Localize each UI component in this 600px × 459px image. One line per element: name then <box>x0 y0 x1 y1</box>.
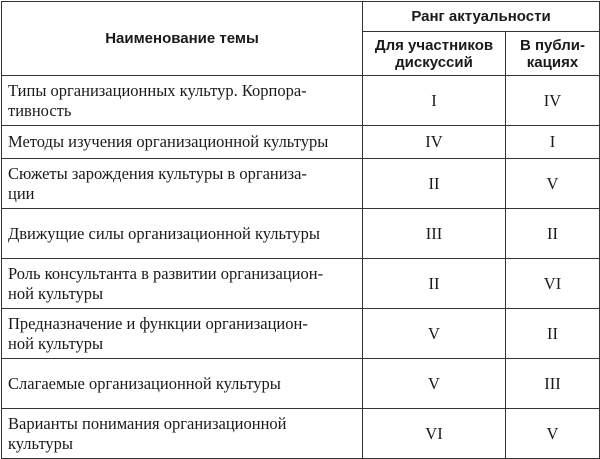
topic-column-header <box>2 2 363 76</box>
rank-table <box>1 1 600 459</box>
participants-column-header <box>363 32 506 76</box>
topic-column-header-text: Наименование темы <box>105 30 259 47</box>
participants-rank-cell: III <box>363 209 506 259</box>
table-row <box>2 359 600 409</box>
table-row <box>2 159 600 209</box>
participants-rank-cell: I <box>363 76 506 126</box>
publications-rank-cell: III <box>506 359 600 409</box>
participants-header-line2: дискуссий <box>395 53 473 71</box>
topic-line: Варианты понимания организационной <box>8 413 287 433</box>
participants-rank-cell: IV <box>363 126 506 159</box>
table-row <box>2 76 600 126</box>
participants-rank-cell: II <box>363 259 506 309</box>
table-row <box>2 209 600 259</box>
participants-rank-cell: V <box>363 359 506 409</box>
topic-line: Предназначение и функции организацион- <box>8 313 308 333</box>
topic-line: Методы изучения организационной культуры <box>8 132 329 151</box>
publications-rank-cell: II <box>506 209 600 259</box>
participants-header-line1: Для участников <box>374 36 494 54</box>
topic-line: ной культуры <box>8 283 104 303</box>
publications-header-line1: В публи- <box>519 36 586 54</box>
publications-rank-cell: II <box>506 309 600 359</box>
topic-cell <box>2 259 363 309</box>
rank-group-header-text: Ранг актуальности <box>411 8 551 25</box>
topic-cell <box>2 76 363 126</box>
table-row <box>2 309 600 359</box>
topic-line: Роль консультанта в развитии организацион- <box>8 263 324 283</box>
topic-cell <box>2 209 363 259</box>
topic-line: ной культуры <box>8 333 104 353</box>
publications-rank-cell: I <box>506 126 600 159</box>
rank-group-header <box>363 2 600 32</box>
table-row <box>2 259 600 309</box>
publications-column-header <box>506 32 600 76</box>
topic-line: ции <box>8 183 35 203</box>
topic-line: Слагаемые организационной культуры <box>8 373 281 393</box>
publications-rank-cell: IV <box>506 76 600 126</box>
topic-line: тивность <box>8 100 72 120</box>
publications-rank-cell: V <box>506 409 600 459</box>
participants-rank-cell: V <box>363 309 506 359</box>
publications-rank-cell: V <box>506 159 600 209</box>
topic-cell <box>2 159 363 209</box>
participants-rank-cell: II <box>363 159 506 209</box>
topic-line: Сюжеты зарождения культуры в организа- <box>8 163 307 183</box>
table-row <box>2 126 600 159</box>
topic-line: Движущие силы организационной культуры <box>8 223 320 243</box>
header-row-1 <box>2 2 600 32</box>
topic-line: культуры <box>8 433 74 453</box>
table-row <box>2 409 600 459</box>
topic-cell <box>2 409 363 459</box>
topic-cell <box>2 126 363 159</box>
topic-cell <box>2 309 363 359</box>
topic-line: Типы организационных культур. Корпора- <box>8 80 307 100</box>
publications-rank-cell: VI <box>506 259 600 309</box>
publications-header-line2: кациях <box>526 53 579 71</box>
participants-rank-cell: VI <box>363 409 506 459</box>
topic-cell <box>2 359 363 409</box>
